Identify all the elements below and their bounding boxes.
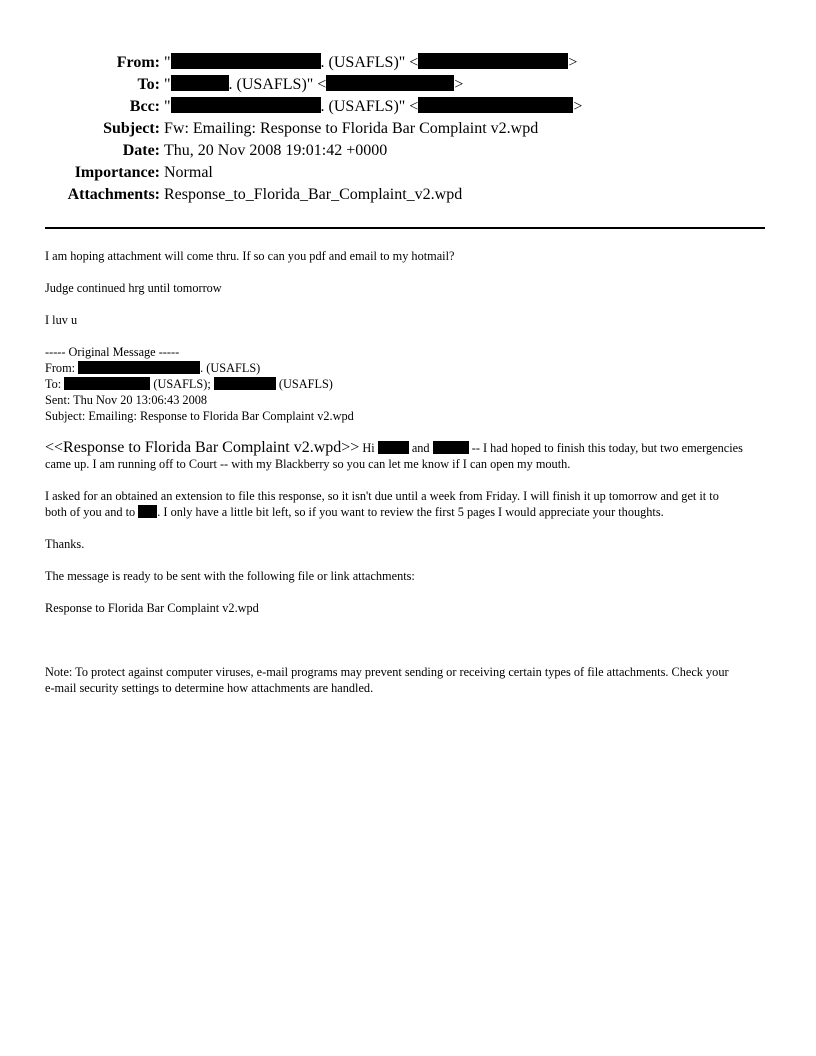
redaction-block — [433, 441, 469, 454]
email-header — [0, 52, 816, 206]
date-label: Date: — [122, 142, 160, 159]
attachments-row — [0, 184, 816, 206]
to-value: " . (USAFLS)" < > — [164, 76, 464, 93]
redaction-block — [326, 75, 454, 91]
subject-label: Subject: — [103, 120, 160, 137]
body-paragraph-extension: I asked for an obtained an extension to file this response, so it isn't due until a week from Friday. I will finish it up tomorrow and get it to both of you and to . I only have a little bit left, so if you want to review the first 5 pages I would appreciate your thoughts. — [45, 489, 719, 519]
redaction-block — [78, 361, 200, 374]
attachments-value: Response_to_Florida_Bar_Complaint_v2.wpd — [164, 186, 463, 203]
from-label: From: — [116, 54, 160, 71]
body-paragraph-thanks: Thanks. — [45, 537, 85, 551]
virus-note: Note: To protect against computer viruses, e-mail programs may prevent sending or receiving certain types of file attachments. Check your e-mail security settings to determine how attachments are handled. — [45, 665, 729, 695]
body-paragraph-hoping: I am hoping attachment will come thru. If so can you pdf and email to my hotmail? — [45, 249, 455, 263]
redaction-block — [171, 75, 229, 91]
body-paragraph-attachment-note: <<Response to Florida Bar Complaint v2.wpd>> Hi and -- I had hoped to finish this today, but two emergencies came up. I am running off to Court -- with my Blackberry so you can let me know if I can open my mouth. — [45, 439, 743, 471]
original-sent: Sent: Thu Nov 20 13:06:43 2008 — [45, 393, 208, 407]
from-row — [0, 52, 816, 74]
body-paragraph-ready: The message is ready to be sent with the following file or link attachments: — [45, 569, 415, 583]
attachments-label: Attachments: — [67, 186, 160, 203]
to-label: To: — [137, 76, 160, 93]
original-to: To: (USAFLS); (USAFLS) — [45, 377, 333, 391]
importance-value: Normal — [164, 164, 213, 181]
redaction-block — [418, 97, 573, 113]
redaction-block — [418, 53, 568, 69]
redaction-block — [214, 377, 276, 390]
from-value: " . (USAFLS)" < > — [164, 54, 578, 71]
attachment-filename: Response to Florida Bar Complaint v2.wpd — [45, 601, 259, 615]
importance-label: Importance: — [74, 164, 160, 181]
date-row — [0, 140, 816, 162]
redaction-block — [171, 97, 321, 113]
date-value: Thu, 20 Nov 2008 19:01:42 +0000 — [164, 142, 388, 159]
original-subject: Subject: Emailing: Response to Florida Bar Complaint v2.wpd — [45, 409, 354, 423]
body-paragraph-luv: I luv u — [45, 313, 78, 327]
redaction-block — [378, 441, 409, 454]
email-body — [45, 248, 780, 712]
bcc-label: Bcc: — [129, 98, 160, 115]
redaction-block — [171, 53, 321, 69]
bcc-value: " . (USAFLS)" < > — [164, 98, 583, 115]
redaction-block — [138, 505, 157, 518]
attachment-reference: <<Response to Florida Bar Complaint v2.wpd>> — [45, 439, 360, 456]
subject-row — [0, 118, 816, 140]
original-message-header: ----- Original Message ----- — [45, 345, 180, 359]
subject-value: Fw: Emailing: Response to Florida Bar Complaint v2.wpd — [164, 120, 539, 137]
original-message-block — [45, 344, 780, 424]
bcc-row — [0, 96, 816, 118]
body-paragraph-judge: Judge continued hrg until tomorrow — [45, 281, 222, 295]
header-divider — [45, 227, 765, 229]
original-from: From: . (USAFLS) — [45, 361, 261, 375]
redaction-block — [64, 377, 150, 390]
to-row — [0, 74, 816, 96]
importance-row — [0, 162, 816, 184]
